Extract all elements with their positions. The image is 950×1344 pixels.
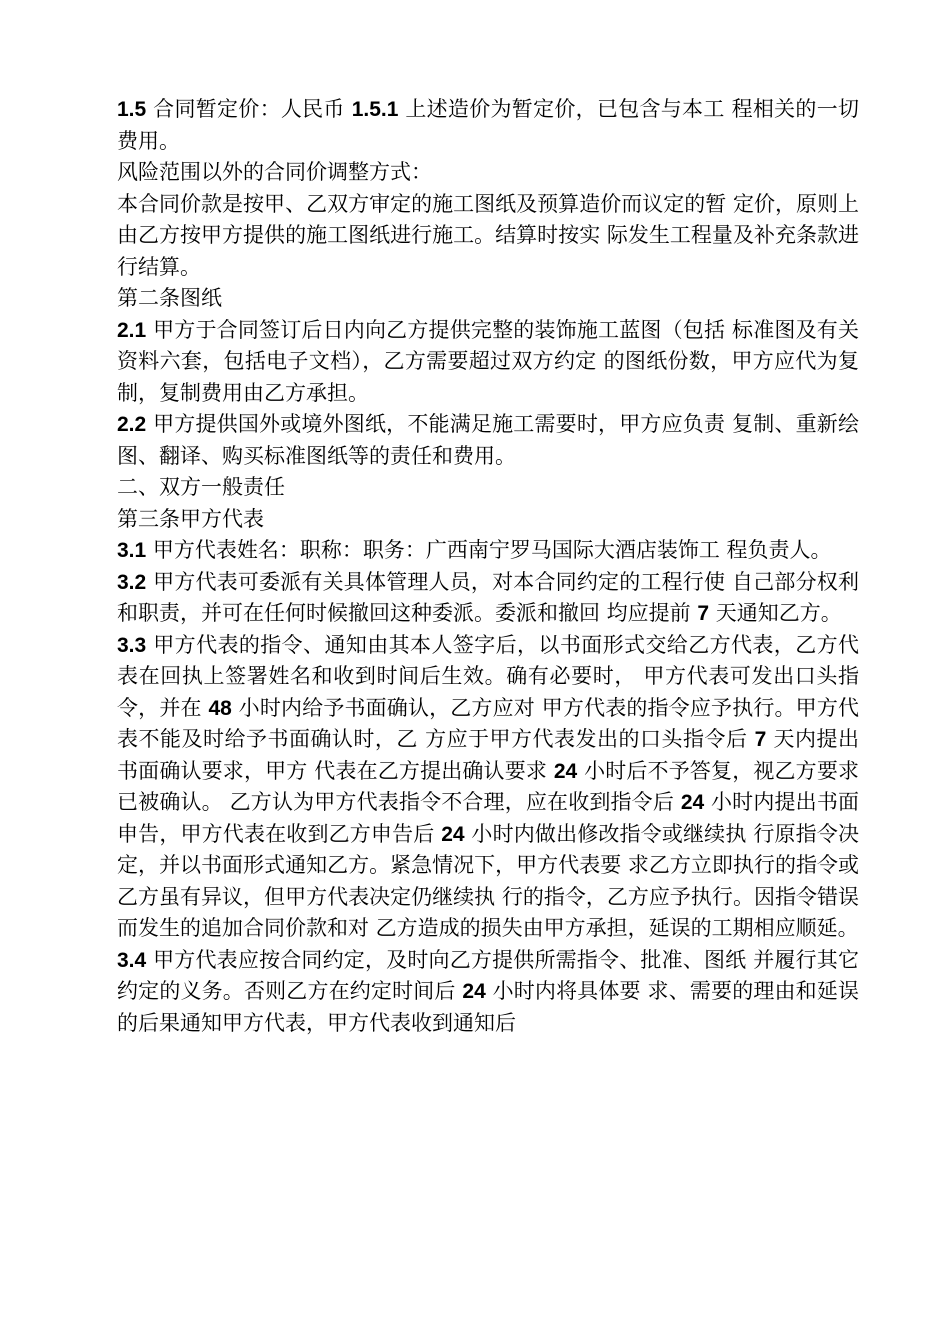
- numeral: 24: [553, 759, 578, 783]
- numeral: 3.2: [117, 570, 147, 594]
- numeral: 2.1: [117, 318, 147, 342]
- section-heading-drawings: 第二条图纸: [117, 286, 222, 310]
- numeral: 24: [441, 822, 465, 846]
- numeral: 48: [208, 696, 232, 720]
- paragraph-3-1: 3.1 甲方代表姓名：职称：职务：广西南宁罗马国际大酒店装饰工 程负责人。: [117, 538, 832, 562]
- paragraph-2-2: 2.2 甲方提供国外或境外图纸，不能满足施工需要时，甲方应负责 复制、重新绘图、翻译、购买标准图纸等的责任和费用。: [117, 412, 859, 468]
- paragraph-price-adjustment-heading: 风险范围以外的合同价调整方式：: [117, 160, 432, 184]
- numeral: 24: [462, 980, 486, 1003]
- document-page: [117, 94, 866, 1039]
- numeral: 7: [697, 602, 710, 625]
- paragraph-3-2: 3.2 甲方代表可委派有关具体管理人员，对本合同约定的工程行使 自己部分权利和职责，并可在任何时候撤回这种委派。委派和撤回 均应提前 7 天通知乙方。: [117, 569, 859, 625]
- paragraph-2-1: 2.1 甲方于合同签订后日内向乙方提供完整的装饰施工蓝图（包括 标准图及有关资料六套，包括电子文档），乙方需要超过双方约定 的图纸份数，甲方应代为复制，复制费用由乙方承担。: [117, 317, 859, 405]
- numeral: 24: [680, 791, 705, 814]
- paragraph-3-4: 3.4 甲方代表应按合同约定，及时向乙方提供所需指令、批准、图纸 并履行其它约定的义务。否则乙方在约定时间后 24 小时内将具体要 求、需要的理由和延误的后果通知甲方代表，甲方代表收到通知后: [117, 947, 859, 1035]
- paragraph-3-3: 3.3 甲方代表的指令、通知由其本人签字后，以书面形式交给乙方代表，乙方代表在回执上签署姓名和收到时间后生效。确有必要时， 甲方代表可发出口头指令，并在 48 小时内给予书面确认，乙方应对 甲方代表的指令应予执行。甲方代表不能及时给予书面确认时，乙 方应于甲方代表发出的口头指令后 7 天内提出书面确认要求，甲方 代表在乙方提出确认要求 24 小时后不予答复，视乙方要求已被确认。 乙方认为甲方代表指令不合理，应在收到指令后 24 小时内提出书面 申告，甲方代表在收到乙方申告后 24 小时内做出修改指令或继续执 行原指令决定，并以书面形式通知乙方。紧急情况下，甲方代表要 求乙方立即执行的指令或乙方虽有异议，但甲方代表决定仍继续执 行的指令，乙方应予执行。因指令错误而发生的追加合同价款和对 乙方造成的损失由甲方承担，延误的工期相应顺延。: [117, 632, 866, 940]
- numeral: 3.4: [117, 948, 147, 972]
- numeral: 1.5: [117, 98, 147, 121]
- numeral: 7: [754, 728, 767, 751]
- paragraph-price-adjustment-body: 本合同价款是按甲、乙双方审定的施工图纸及预算造价而议定的暂 定价，原则上由乙方按甲方提供的施工图纸进行施工。结算时按实 际发生工程量及补充条款进行结算。: [117, 191, 859, 279]
- paragraph-1-5-contract-price: 1.5 合同暂定价：人民币 1.5.1 上述造价为暂定价，已包含与本工 程相关的一切费用。: [117, 97, 859, 153]
- section-heading-general-responsibilities: 二、双方一般责任: [117, 475, 285, 499]
- numeral: 1.5.1: [351, 98, 399, 121]
- section-heading-party-a-representative: 第三条甲方代表: [117, 506, 264, 531]
- numeral: 3.3: [117, 633, 147, 657]
- numeral: 3.1: [117, 539, 147, 562]
- numeral: 2.2: [117, 413, 147, 436]
